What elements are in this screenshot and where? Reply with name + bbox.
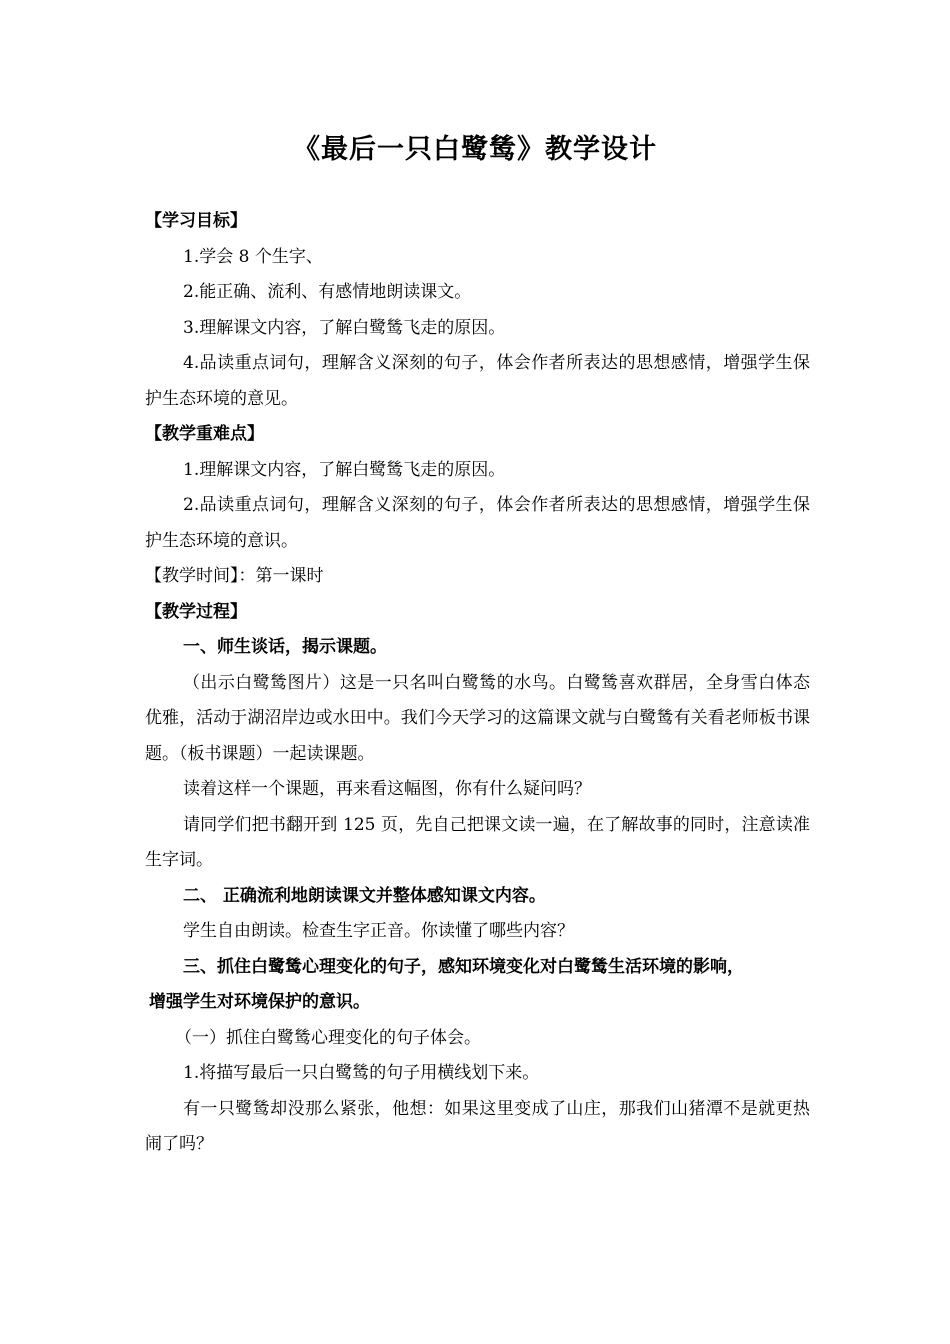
step1-heading: 一、师生谈话，揭示课题。	[183, 637, 387, 657]
key-point-item-2: 2.品读重点词句，理解含义深刻的句子，体会作者所表达的思想感情，增强学生保护生态环境的意识。	[145, 495, 810, 551]
key-points-heading: 【教学重难点】	[145, 424, 264, 444]
sub-section-1: （一）抓住白鹭鸶心理变化的句子体会。	[175, 1027, 481, 1048]
goal-item-2: 2.能正确、流利、有感情地朗读课文。	[183, 282, 472, 302]
document-title: 《最后一只白鹭鸶》教学设计	[293, 134, 657, 165]
document-body	[145, 204, 810, 1163]
sub-section-1-item-1: 1.将描写最后一只白鹭鸶的句子用横线划下来。	[183, 1063, 540, 1083]
goal-item-3: 3.理解课文内容，了解白鹭鸶飞走的原因。	[183, 317, 506, 338]
step2-paragraph-1: 学生自由朗读。检查生字正音。你读懂了哪些内容？	[183, 921, 574, 941]
step3-heading-line-2: 增强学生对环境保护的意识。	[149, 992, 370, 1012]
step3-heading-line-1: 三、抓住白鹭鸶心理变化的句子，感知环境变化对白鹭鸶生活环境的影响，	[183, 956, 744, 977]
sub-section-1-paragraph: 有一只鹭鸶却没那么紧张，他想：如果这里变成了山庄，那我们山猪潭不是就更热闹了吗？	[145, 1098, 810, 1154]
step1-paragraph-3: 请同学们把书翻开到 125 页，先自己把课文读一遍，在了解故事的同时，注意读准生字词。	[145, 814, 810, 870]
step1-paragraph-2: 读着这样一个课题，再来看这幅图，你有什么疑问吗？	[183, 779, 591, 799]
process-heading: 【教学过程】	[145, 601, 247, 622]
goal-item-4: 4.品读重点词句，理解含义深刻的句子，体会作者所表达的思想感情，增强学生保护生态环境的意见。	[145, 353, 810, 409]
step1-paragraph-1: （出示白鹭鸶图片）这是一只名叫白鹭鸶的水鸟。白鹭鸶喜欢群居，全身雪白体态优雅，活动于湖沼岸边或水田中。我们今天学习的这篇课文就与白鹭鸶有关看老师板书课题。（板书课题）一起读课题。	[145, 672, 810, 764]
teaching-time: 【教学时间】：第一课时	[145, 566, 324, 586]
goals-heading: 【学习目标】	[145, 211, 247, 231]
step2-heading: 二、 正确流利地朗读课文并整体感知课文内容。	[183, 885, 546, 906]
goal-item-1: 1.学会 8 个生字、	[183, 246, 323, 267]
key-point-item-1: 1.理解课文内容，了解白鹭鸶飞走的原因。	[183, 459, 506, 480]
